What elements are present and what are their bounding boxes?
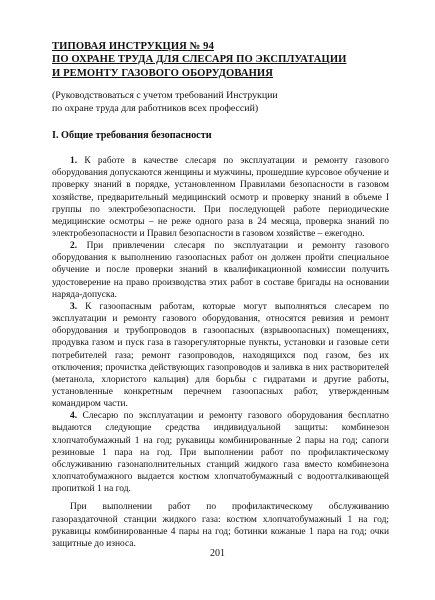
paragraph-4 — [52, 410, 389, 495]
note-line: (Руководствоваться с учетом требований Инструкции — [52, 90, 278, 102]
paragraph-text: К газоопасным работам, которые могут выполняться слесарем по эксплуатации и ремонту газового оборудования, относятся ревизия и ремонт оборудования и трубопроводов в газоопасных (взрывоопасных) помещениях, продувка газом и пуск газа в газорегуляторные пункты, установки и газовые сети потребителей газа; ремонт газопроводов, находящихся под газом, без их отключения; прочистка действующих газопроводов и заливка в них растворителей (метанола, хлористого кальция) для борьбы с гидратами и другие работы, установленные конкретным перечнем газоопасных работ, утвержденным командиром части. — [52, 301, 390, 410]
paragraph-3 — [52, 301, 389, 410]
title-line: ПО ОХРАНЕ ТРУДА ДЛЯ СЛЕСАРЯ ПО ЭКСПЛУАТАЦИИ — [52, 54, 347, 66]
paragraph-number: 1. — [70, 156, 78, 167]
document-note — [52, 90, 389, 115]
page-number: 201 — [210, 548, 225, 559]
paragraph-number: 2. — [70, 241, 78, 252]
paragraph-number: 3. — [70, 301, 78, 312]
paragraph-text: К работе в качестве слесаря по эксплуатации и ремонту газового оборудования допускаются женщины и мужчины, прошедшие курсовое обучение и проверку знаний в порядке, установленном Правилами безопасности в газовом хозяйстве, предварительный медицинский осмотр и проверку знаний в объеме I группы по электробезопасности. При последующей работе периодические медицинские осмотры – не реже одного раза в 24 месяца, проверка знаний по электробезопасности и Правил безопасности в газовом хозяйстве – ежегодно. — [52, 156, 390, 239]
section-heading: I. Общие требования безопасности — [52, 130, 212, 142]
paragraph-1 — [52, 155, 389, 240]
paragraph-2 — [52, 240, 389, 301]
title-line: И РЕМОНТУ ГАЗОВОГО ОБОРУДОВАНИЯ — [52, 67, 273, 79]
paragraph-5 — [52, 501, 389, 550]
paragraph-text: При привлечении слесаря по эксплуатации и ремонту газового оборудования к выполнению газоопасных работ он должен пройти специальное обучение и после проверки знаний в квалификационной комиссии получить удостоверение на право производства этих работ в составе бригады на основании наряда-допуска. — [52, 241, 389, 300]
paragraph-text: Слесарю по эксплуатации и ремонту газового оборудования бесплатно выдаются следующие средства индивидуальной защиты: комбинезон хлопчатобумажный 1 на год; рукавицы комбинированные 2 пары на год; сапоги резиновые 1 пара на год. При выполнении работ по профилактическому обслуживанию газонаполнительных станций жидкого газа вместо комбинезона хлопчатобумажного выдается костюм хлопчатобумажный с водоотталкивающей пропиткой 1 на год. — [52, 411, 390, 495]
paragraph-number: 4. — [70, 411, 78, 422]
note-line: по охране труда для работников всех профессий) — [52, 102, 259, 114]
title-line: ТИПОВАЯ ИНСТРУКЦИЯ № 94 — [52, 41, 214, 52]
document-title — [52, 40, 389, 80]
paragraph-text: При выполнении работ по профилактическому обслуживанию газораздаточной станции жидкого газа: костюм хлопчатобумажный 1 на год; рукавицы комбинированные 4 пары на год; ботинки кожаные 1 пара на год; очки защитные до износа. — [52, 502, 389, 549]
